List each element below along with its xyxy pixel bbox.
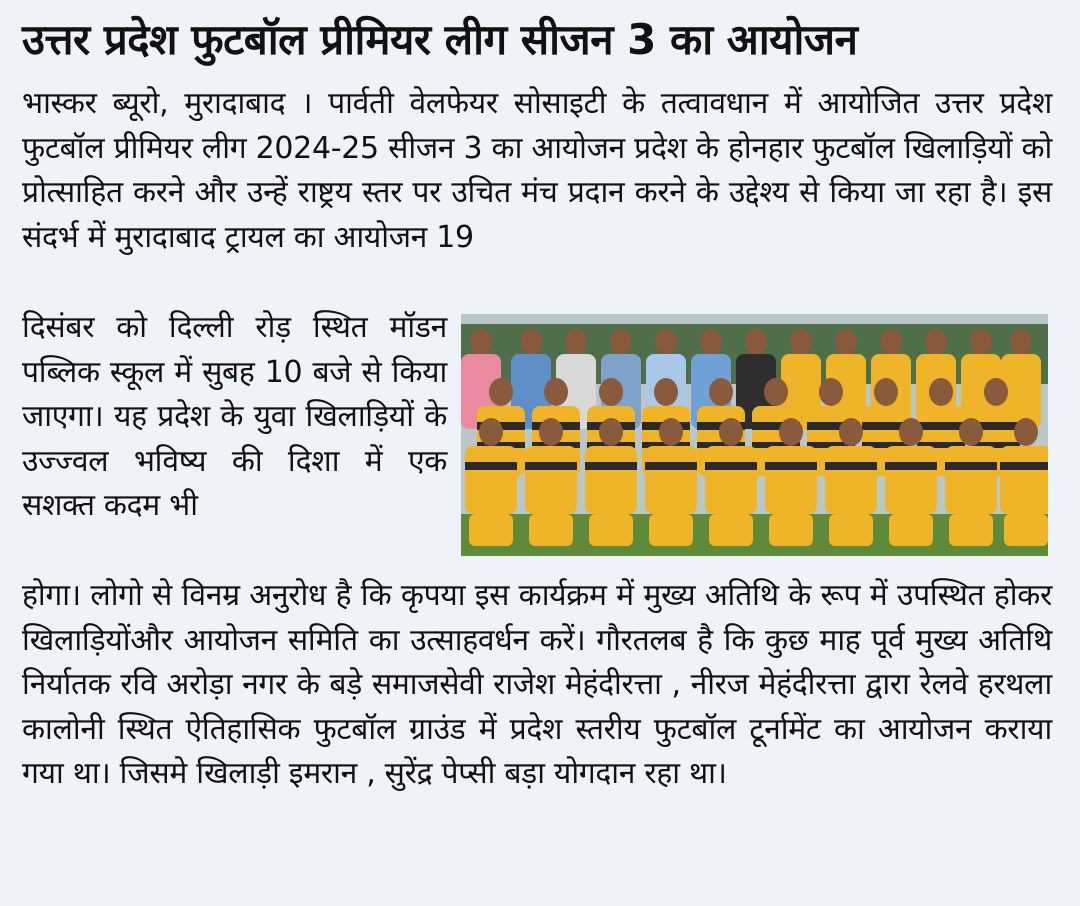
person-head	[880, 329, 902, 355]
player-head	[779, 418, 803, 446]
player-head	[599, 418, 623, 446]
player-shorts	[829, 514, 873, 546]
team-photo-illustration	[461, 314, 1048, 556]
player-head	[959, 418, 983, 446]
person-head	[745, 329, 767, 355]
player-head	[929, 378, 953, 406]
player-shorts	[469, 514, 513, 546]
player-head	[874, 378, 898, 406]
player-shorts	[589, 514, 633, 546]
jersey-stripe	[705, 462, 757, 470]
jersey-stripe	[465, 462, 517, 470]
jersey-stripe	[945, 462, 997, 470]
article-paragraph-bottom: होगा। लोगो से विनम्र अनुरोध है कि कृपया इस कार्यक्रम में मुख्य अतिथि के रूप में उपस्थित होकर खिलाड़ियोंऔर आयोजन समिति का उत्साहवर्धन करें। गौरतलब है कि कुछ माह पूर्व मुख्य अतिथि निर्यातक रवि अरोड़ा नगर के बड़े समाजसेवी राजेश मेहंदीरत्ता , नीरज मेहंदीरत्ता द्वारा रेलवे हरथला कालोनी स्थित ऐतिहासिक फुटबॉल ग्राउंड में प्रदेश स्तरीय फुटबॉल टूर्नामेंट का आयोजन कराया गया था। जिसमे खिलाड़ी इमरान , सुरेंद्र पेप्सी बड़ा योगदान रहा था।	[22, 578, 1052, 791]
player-head	[539, 418, 563, 446]
player-head	[819, 378, 843, 406]
player-head	[709, 378, 733, 406]
player-jersey	[825, 446, 877, 514]
person-head	[655, 329, 677, 355]
player-shorts	[949, 514, 993, 546]
jersey-stripe	[1000, 462, 1048, 470]
jersey-stripe	[885, 462, 937, 470]
person-head	[835, 329, 857, 355]
player-jersey	[765, 446, 817, 514]
jersey-stripe	[645, 462, 697, 470]
person-head	[520, 329, 542, 355]
player-head	[659, 418, 683, 446]
jersey-stripe	[585, 462, 637, 470]
team-photo	[461, 314, 1048, 556]
jersey-stripe	[525, 462, 577, 470]
player-shorts	[709, 514, 753, 546]
player-head	[764, 378, 788, 406]
player-jersey	[1000, 446, 1048, 514]
player-jersey	[585, 446, 637, 514]
player-head	[899, 418, 923, 446]
person-head	[470, 329, 492, 355]
player-shorts	[889, 514, 933, 546]
article-paragraph-top: भास्कर ब्यूरो, मुरादाबाद । पार्वती वेलफेयर सोसाइटी के तत्वावधान में आयोजित उत्तर प्रदेश फुटबॉल प्रीमियर लीग 2024-25 सीजन 3 का आयोजन प्रदेश के होनहार फुटबॉल खिलाड़ियों को प्रोत्साहित करने और उन्हें राष्ट्रय स्तर पर उचित मंच प्रदान करने के उद्देश्य से किया जा रहा है। इस संदर्भ में मुरादाबाद ट्रायल का आयोजन 19	[22, 86, 1052, 255]
player-shorts	[769, 514, 813, 546]
player-jersey	[645, 446, 697, 514]
jersey-stripe	[765, 462, 817, 470]
player-head	[654, 378, 678, 406]
player-jersey	[885, 446, 937, 514]
person-head	[700, 329, 722, 355]
player-head	[489, 378, 513, 406]
player-shorts	[649, 514, 693, 546]
player-jersey	[945, 446, 997, 514]
person-head	[1010, 329, 1032, 355]
player-jersey	[465, 446, 517, 514]
player-jersey	[705, 446, 757, 514]
person-head	[610, 329, 632, 355]
article-headline: उत्तर प्रदेश फुटबॉल प्रीमियर लीग सीजन 3 का आयोजन	[22, 15, 858, 64]
person-head	[565, 329, 587, 355]
player-head	[719, 418, 743, 446]
jersey-stripe	[825, 462, 877, 470]
player-head	[984, 378, 1008, 406]
person-head	[970, 329, 992, 355]
person-head	[925, 329, 947, 355]
jersey-stripe	[917, 422, 965, 430]
player-head	[599, 378, 623, 406]
player-shorts	[529, 514, 573, 546]
player-head	[839, 418, 863, 446]
article-paragraph-left-column: दिसंबर को दिल्ली रोड़ स्थित मॉडन पब्लिक स्कूल में सुबह 10 बजे से किया जाएगा। यह प्रदेश के युवा खिलाड़ियों के उज्ज्वल भविष्य की दिशा में एक सशक्त कदम भी	[22, 310, 447, 523]
person-head	[790, 329, 812, 355]
player-head	[479, 418, 503, 446]
player-shorts	[1004, 514, 1048, 546]
player-jersey	[525, 446, 577, 514]
player-head	[1014, 418, 1038, 446]
player-head	[544, 378, 568, 406]
